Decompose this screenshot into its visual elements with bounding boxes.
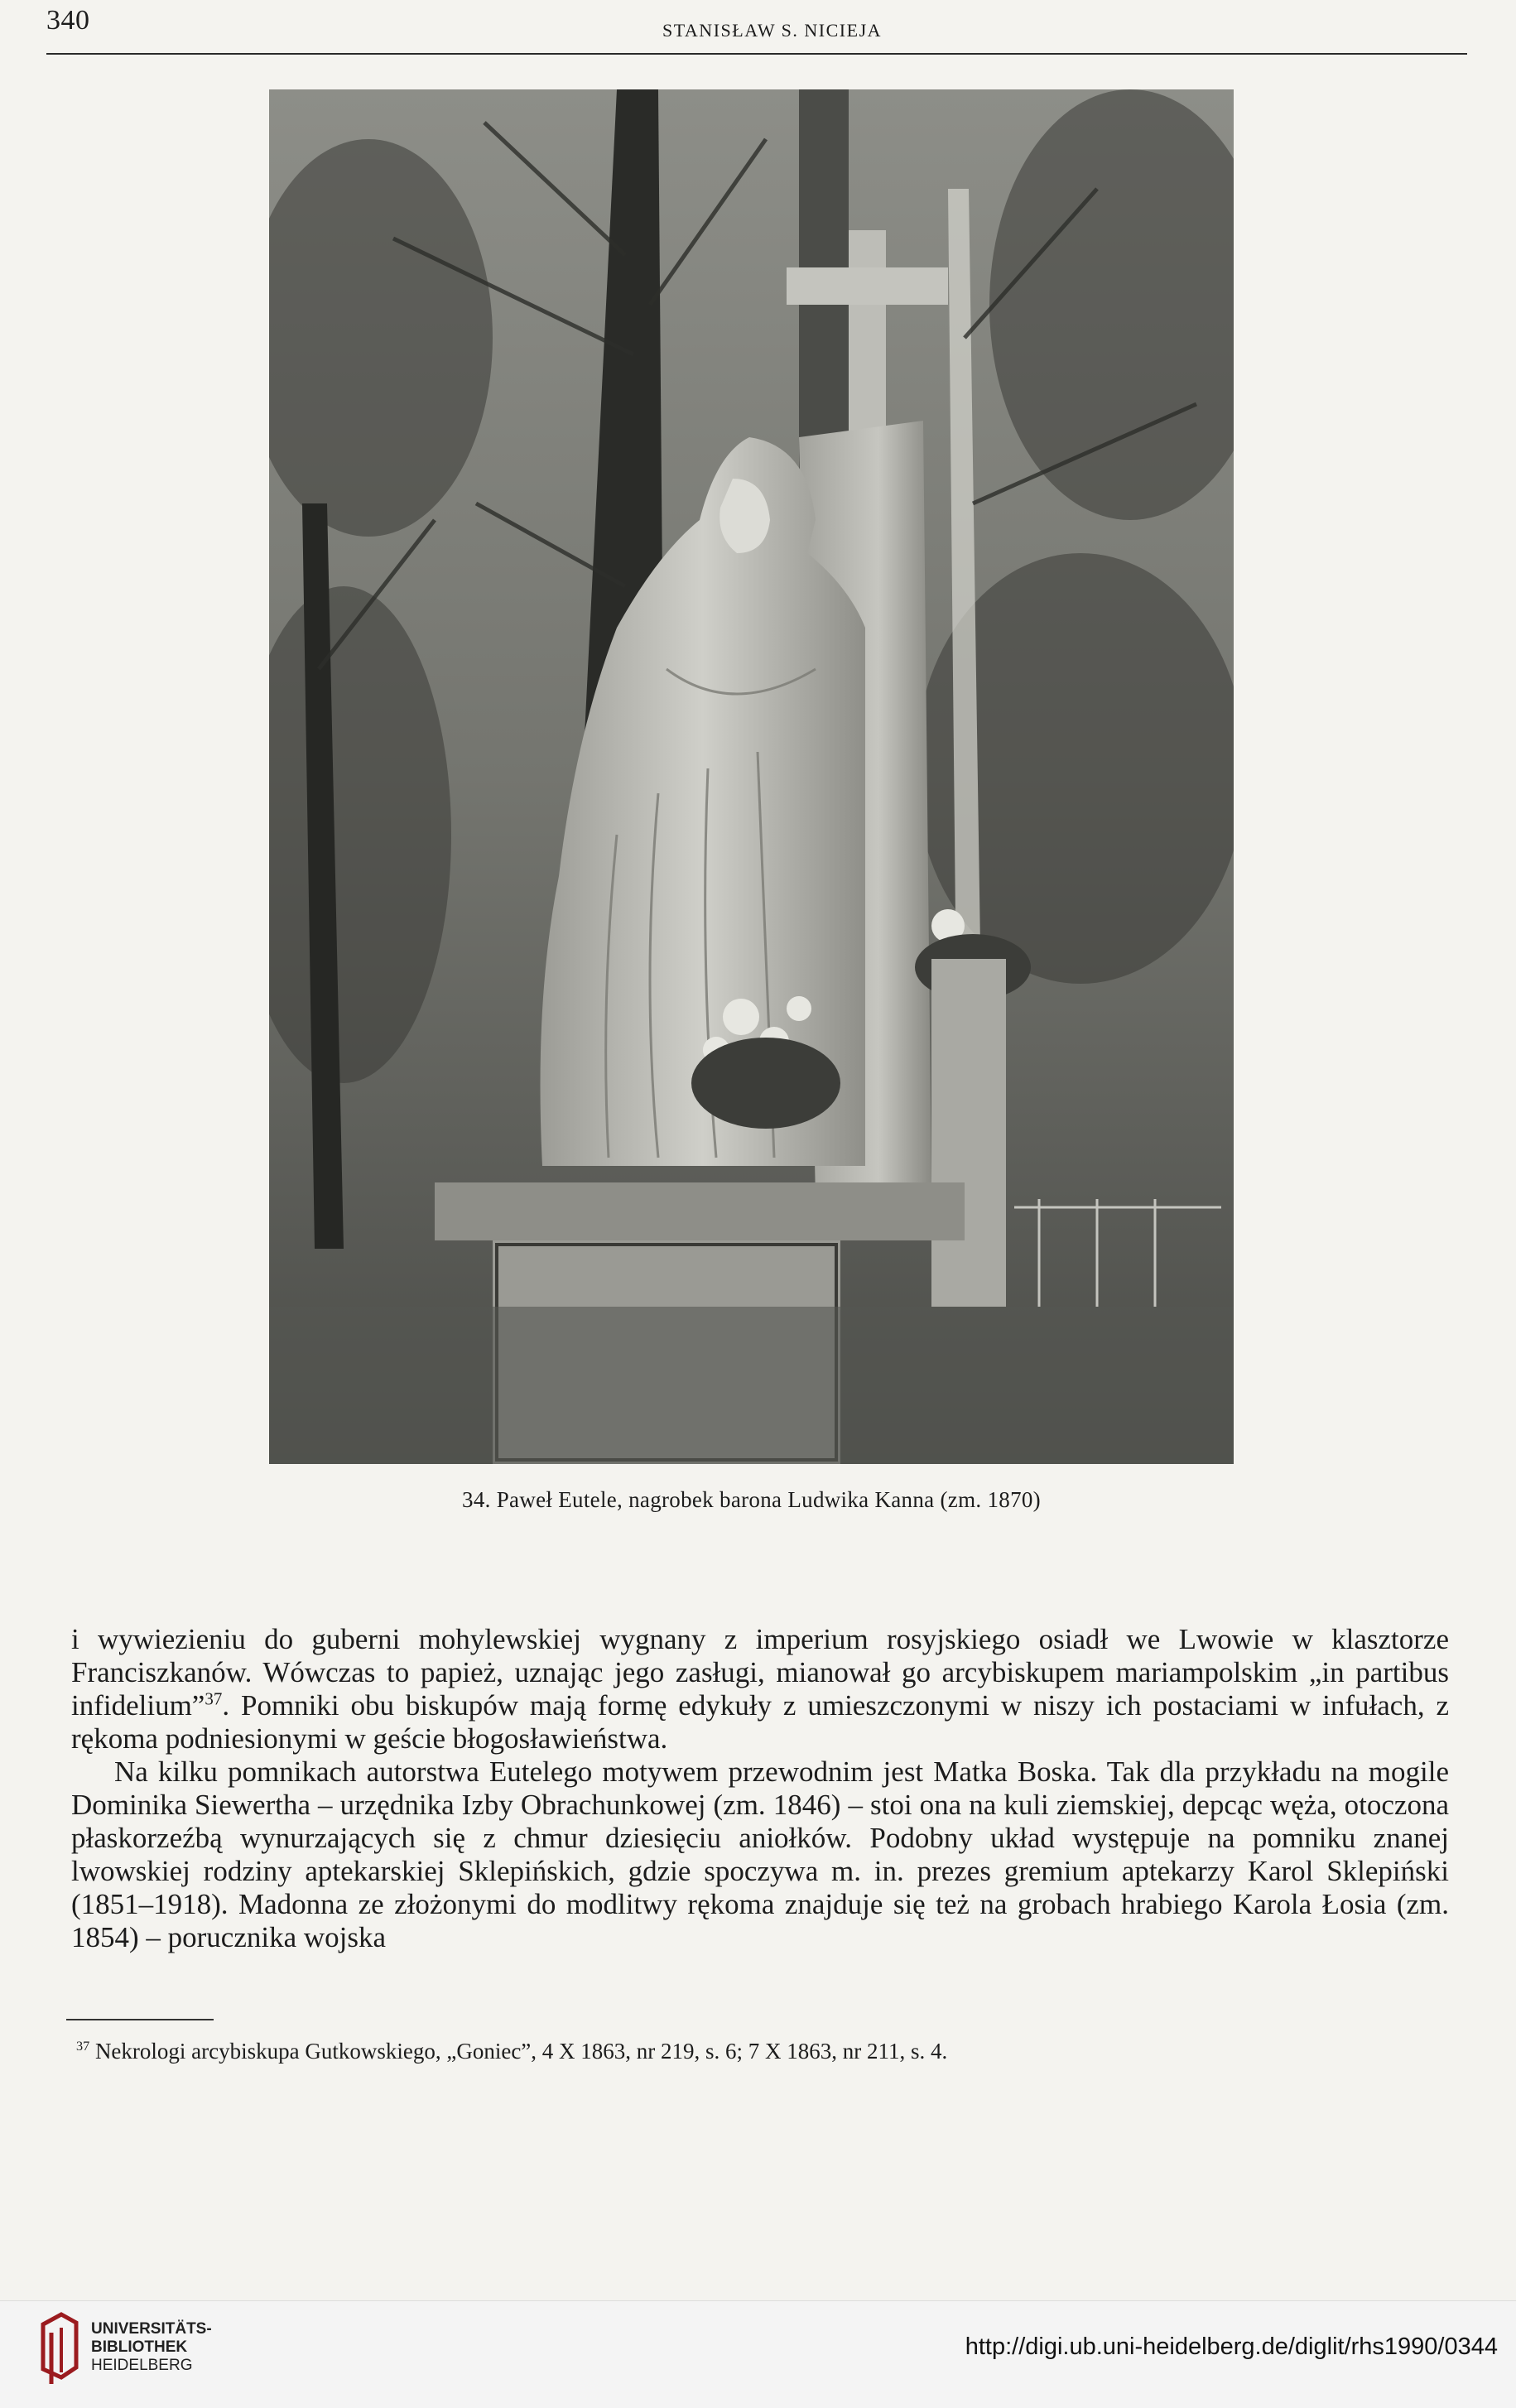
running-head: STANISŁAW S. NICIEJA: [662, 20, 883, 41]
body-text: [71, 1623, 1449, 1954]
paragraph: Na kilku pomnikach autorstwa Eutelego motywem przewodnim jest Matka Boska. Tak dla przykładu na mogile Dominika Siewertha – urzędnika Izby Obrachunkowej (zm. 1846) – stoi ona na kuli ziemskiej, depcąc węża, otoczona płaskorzeźbą wynurzających się z chmur dziesięciu aniołków. Podobny układ występuje na pomniku znanej lwowskiej rodziny aptekarskiej Sklepińskich, gdzie spoczywa m. in. prezes gremium aptekarzy Karol Sklepiński (1851–1918). Madonna ze złożonymi do modlitwy rękoma znajduje się też na grobach hrabiego Karola Łosia (zm. 1854) – porucznika wojska: [71, 1755, 1449, 1953]
footnote-text: Nekrologi arcybiskupa Gutkowskiego, „Goniec”, 4 X 1863, nr 219, s. 6; 7 X 1863, nr 211, s. 4.: [94, 2039, 948, 2064]
logo-line: UNIVERSITÄTS-: [91, 2320, 212, 2338]
logo-line: BIBLIOTHEK: [91, 2338, 188, 2356]
figure-caption: 34. Paweł Eutele, nagrobek barona Ludwika Kanna (zm. 1870): [462, 1487, 1041, 1512]
paragraph: [71, 1623, 1449, 1755]
cemetery-photo: [269, 89, 1234, 1464]
tombstone-photo-illustration: [269, 89, 1234, 1464]
footnote-reference: 37: [205, 1688, 223, 1709]
paragraph-text: i wywiezieniu do guberni mohylewskiej wygnany z imperium rosyjskiego osiadł we Lwowie w klasztorze Franciszkanów. Wówczas to papież, uznając jego zasługi, mianował go arcybiskupem mariampolskim „in partibus infidelium”: [71, 1623, 1449, 1722]
source-url-link[interactable]: http://digi.ub.uni-heidelberg.de/diglit/rhs1990/0344: [965, 2333, 1498, 2360]
library-logo-icon: [36, 2309, 83, 2392]
paragraph-text: . Pomniki obu biskupów mają formę edykuły z umieszczonymi w niszy ich postaciami w infułach, z rękoma podniesionymi w geście błogosławieństwa.: [71, 1689, 1449, 1755]
page-number: 340: [46, 5, 90, 36]
footnote: [76, 2039, 1401, 2064]
header-rule: [46, 53, 1467, 55]
footnote-number: 37: [76, 2039, 90, 2054]
library-logo-text: [91, 2320, 212, 2375]
footnote-rule: [66, 2019, 214, 2020]
logo-line: HEIDELBERG: [91, 2357, 193, 2374]
